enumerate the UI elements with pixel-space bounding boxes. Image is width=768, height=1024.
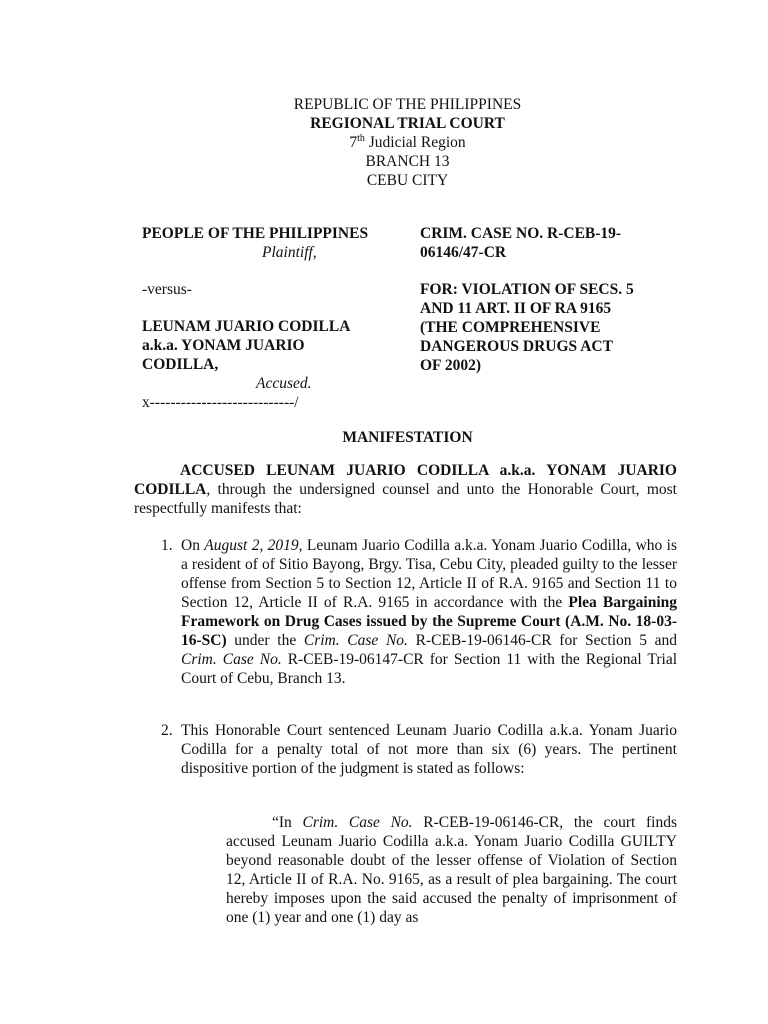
document-title: MANIFESTATION xyxy=(342,429,473,446)
caption-divider: x----------------------------/ xyxy=(142,394,299,411)
item1-framework: Plea Bargaining Framework on Drug Cases issued by the Supreme Court (A.M. No. 18-03-16-SC) xyxy=(181,594,677,649)
quoted-judgment: “In Crim. Case No. R-CEB-19-06146-CR, the court finds accused Leunam Juario Codilla a.k.a. Yonam Juario Codilla GUILTY beyond reasonable doubt of the lesser offense of Violation of Section 12, Article II of R.A. No. 9165, as a result of plea bargaining. The court hereby imposes upon the said accused the penalty of imprisonment of one (1) year and one (1) day as xyxy=(226,814,678,926)
accused-name-line2: a.k.a. YONAM JUARIO xyxy=(142,337,305,354)
caption-parties xyxy=(142,224,402,412)
plaintiff-name: PEOPLE OF THE PHILIPPINES xyxy=(142,225,369,242)
violation-line2: AND 11 ART. II OF RA 9165 xyxy=(420,300,612,317)
court-header xyxy=(0,95,768,190)
accused-name-line1: LEUNAM JUARIO CODILLA xyxy=(142,318,351,335)
violation-line5: OF 2002) xyxy=(420,357,481,374)
case-number-line2: 06146/47-CR xyxy=(420,244,507,261)
versus-label: -versus- xyxy=(142,281,192,298)
case-number-line1: CRIM. CASE NO. R-CEB-19- xyxy=(420,225,622,242)
intro-paragraph xyxy=(134,461,677,518)
item1-date: August 2, 2019 xyxy=(204,537,299,554)
intro-rest: , through the undersigned counsel and unto the Honorable Court, most respectfully manifests that: xyxy=(134,481,677,517)
accused-name-line3: CODILLA, xyxy=(142,356,219,373)
header-court: REGIONAL TRIAL COURT xyxy=(310,115,505,132)
violation-line4: DANGEROUS DRUGS ACT xyxy=(420,338,613,355)
caption-case xyxy=(420,224,680,375)
violation-line1: FOR: VIOLATION OF SECS. 5 xyxy=(420,281,634,298)
item1-number: 1. xyxy=(161,537,173,554)
intro-accused: ACCUSED LEUNAM JUARIO CODILLA a.k.a. YONAM JUARIO CODILLA xyxy=(134,462,677,498)
accused-role: Accused. xyxy=(256,375,312,392)
plaintiff-role: Plaintiff, xyxy=(262,244,317,261)
item1-paragraph: On August 2, 2019, Leunam Juario Codilla a.k.a. Yonam Juario Codilla, who is a resident of of Sitio Bayong, Brgy. Tisa, Cebu City, pleaded guilty to the lesser offense from Section 5 to Section 12, Article II of R.A. 9165 and Section 11 to Section 12, Article II of R.A. 9165 in accordance with the Plea Bargaining Framework on Drug Cases issued by the Supreme Court (A.M. No. 18-03-16-SC) under the Crim. Case No. R-CEB-19-06146-CR for Section 5 and Crim. Case No. R-CEB-19-06147-CR for Section 11 with the Regional Trial Court of Cebu, Branch 13. xyxy=(181,537,678,687)
header-region: 7th Judicial Region xyxy=(349,132,466,151)
violation-line3: (THE COMPREHENSIVE xyxy=(420,319,601,336)
item2-number: 2. xyxy=(161,722,173,739)
header-city: CEBU CITY xyxy=(366,172,449,189)
header-branch: BRANCH 13 xyxy=(365,153,450,170)
item2-paragraph: This Honorable Court sentenced Leunam Juario Codilla a.k.a. Yonam Juario Codilla for a penalty total of not more than six (6) years. The pertinent dispositive portion of the judgment is stated as follows: xyxy=(181,722,677,777)
header-republic: REPUBLIC OF THE PHILIPPINES xyxy=(293,96,522,113)
